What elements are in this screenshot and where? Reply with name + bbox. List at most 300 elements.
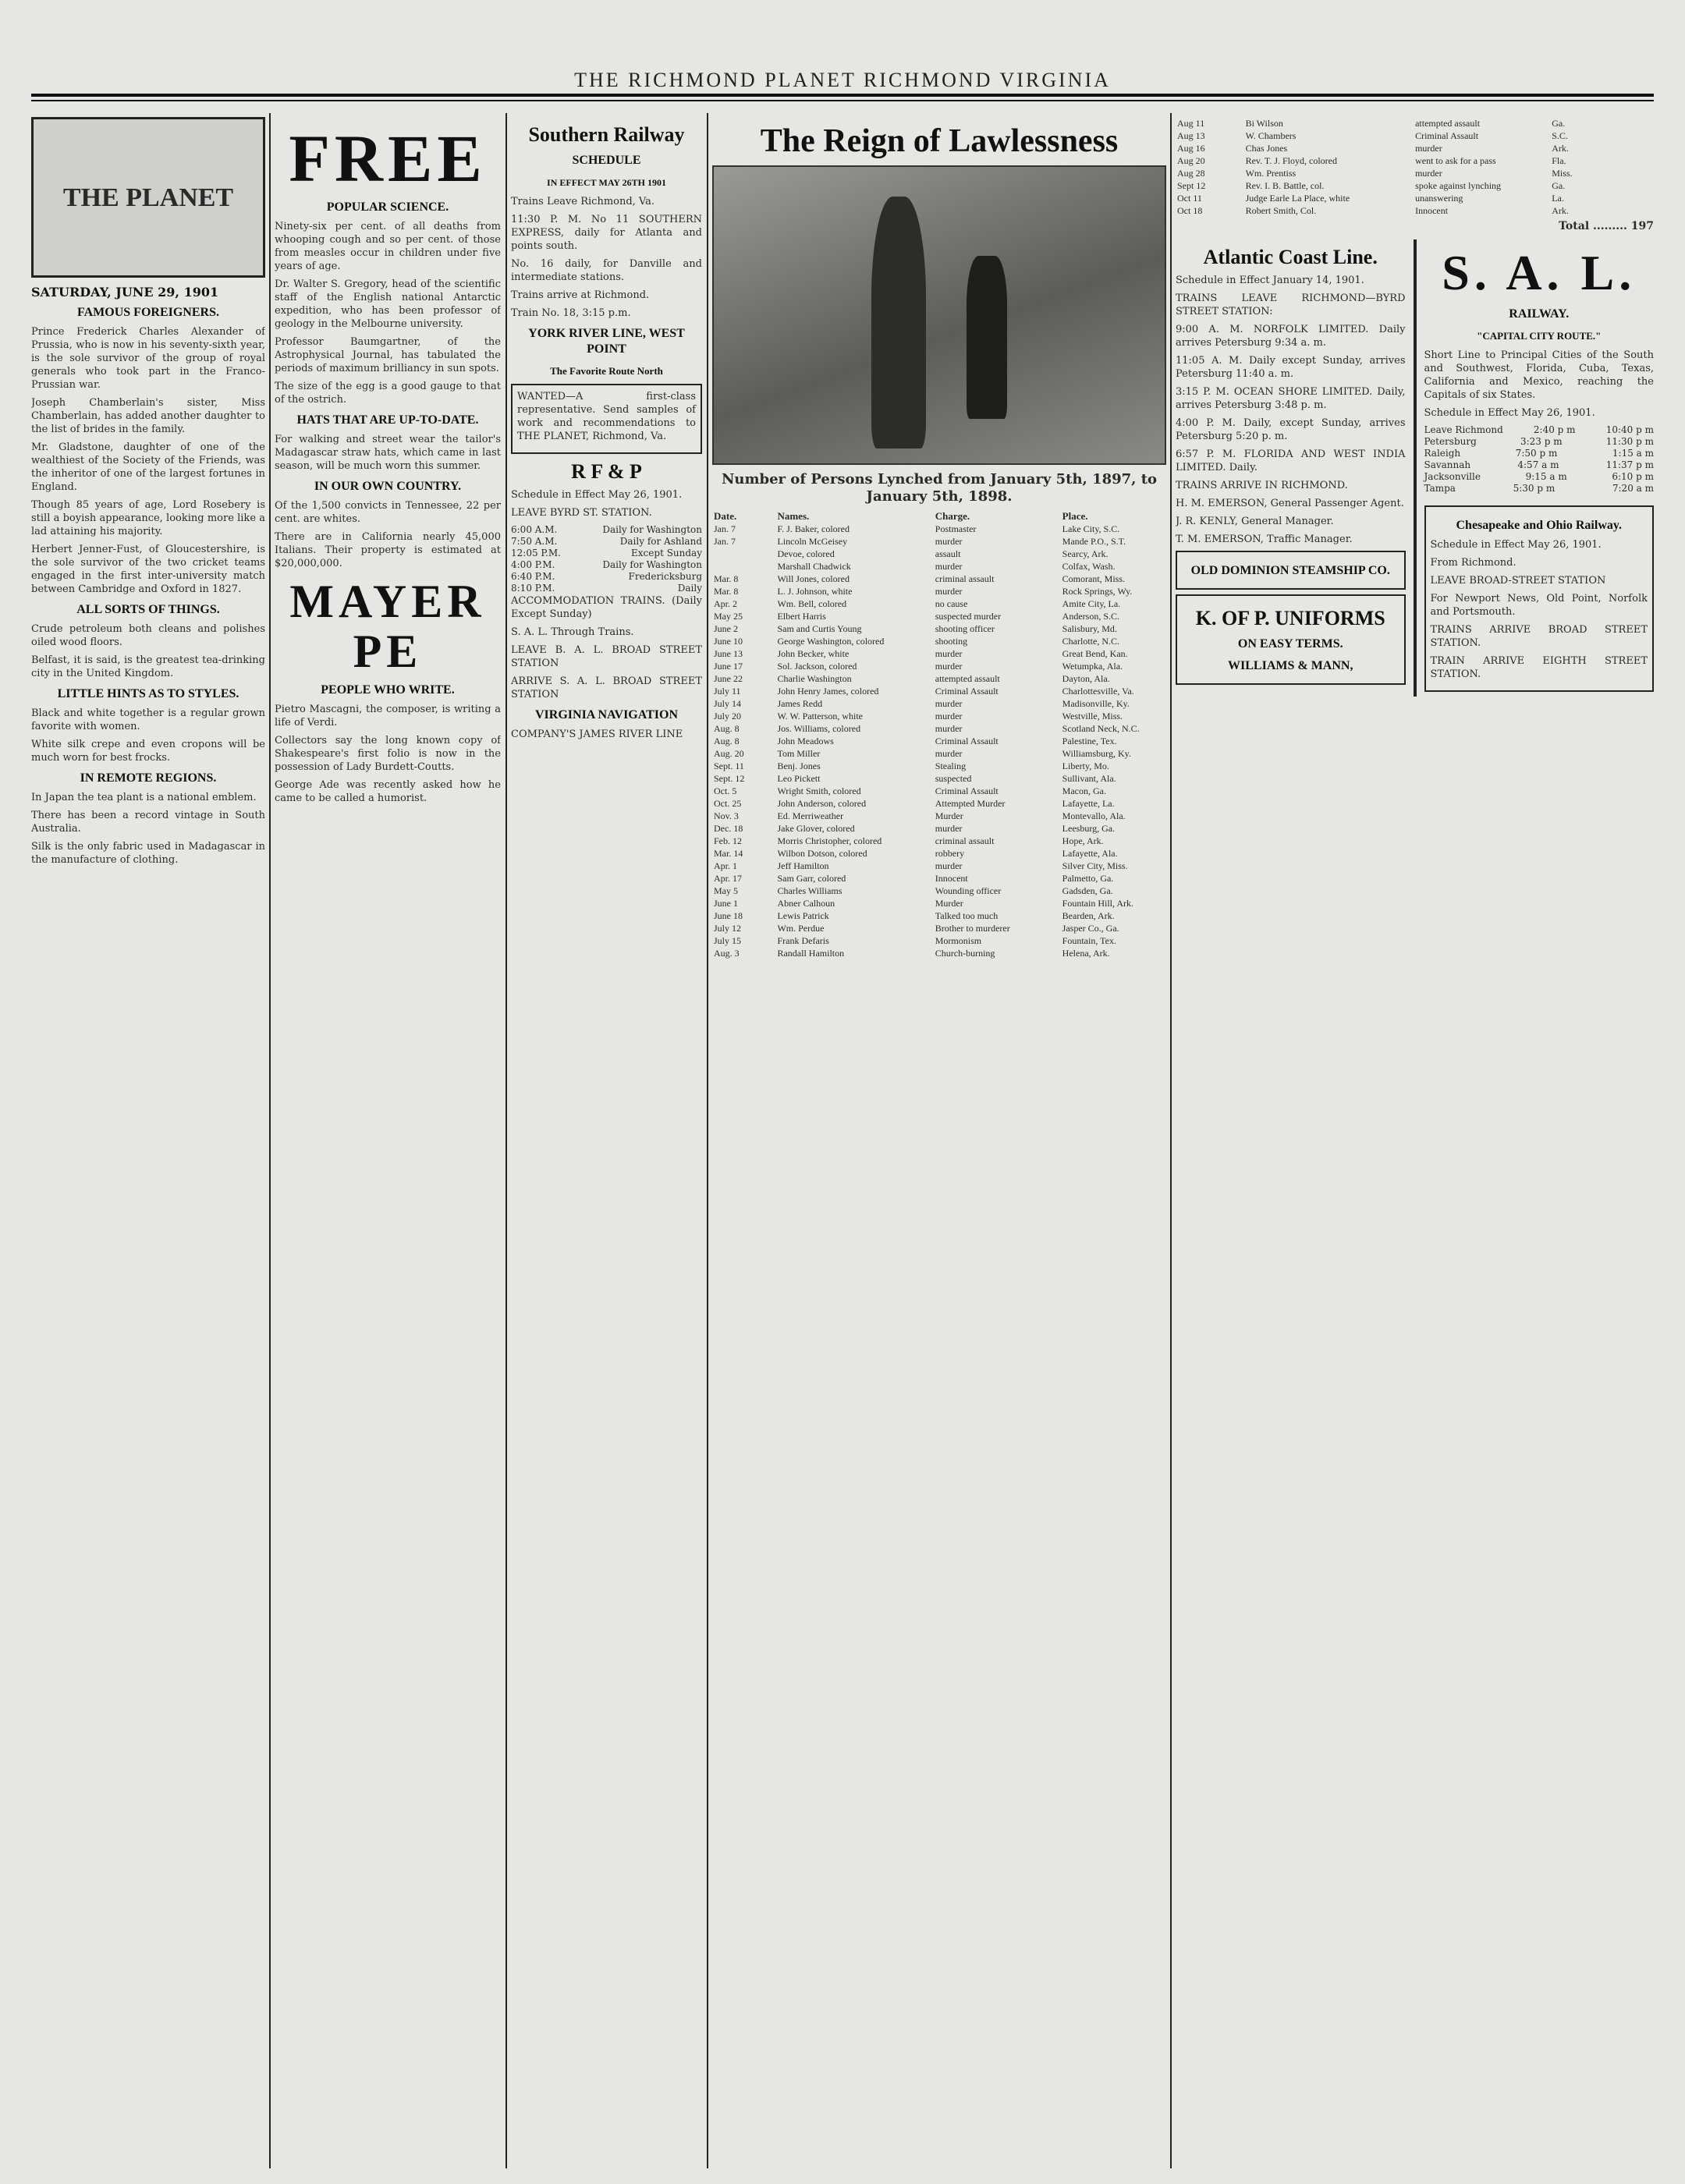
- table-cell: suspected murder: [935, 611, 1002, 622]
- chesapeake-ohio-ad: [1424, 505, 1655, 692]
- table-cell: murder: [935, 661, 963, 672]
- article-text: S. A. L. Through Trains.: [511, 626, 634, 638]
- table-cell: Mar. 14: [714, 848, 743, 859]
- reign-of-lawlessness-head: The Reign of Lawlessness: [760, 123, 1119, 159]
- table-cell: Jan. 7: [714, 523, 736, 534]
- table-cell: July 20: [714, 711, 742, 722]
- table-row: [712, 548, 1166, 560]
- table-cell: Searcy, Ark.: [1062, 548, 1109, 559]
- table-cell: Westville, Miss.: [1062, 711, 1123, 722]
- schedule-head: SCHEDULE: [572, 154, 641, 167]
- table-cell: Miss.: [1552, 168, 1573, 179]
- table-cell: Charlotte, N.C.: [1062, 636, 1119, 647]
- table-cell: Scotland Neck, N.C.: [1062, 723, 1140, 734]
- table-cell: Mar. 8: [714, 586, 739, 597]
- table-row: [712, 760, 1166, 772]
- table-row: [712, 535, 1166, 548]
- table-cell: Tom Miller: [777, 748, 821, 759]
- table-cell: criminal assault: [935, 573, 995, 584]
- table-cell: Silver City, Miss.: [1062, 860, 1128, 871]
- table-row: [712, 573, 1166, 585]
- article-text: Schedule in Effect May 26, 1901.: [511, 489, 683, 501]
- table-cell: Feb. 12: [714, 835, 742, 846]
- article-text: Schedule in Effect May 26, 1901.: [1424, 407, 1595, 419]
- table-cell: Judge Earle La Place, white: [1245, 193, 1350, 204]
- table-cell: Ark.: [1552, 205, 1569, 216]
- table-cell: Palmetto, Ga.: [1062, 873, 1114, 884]
- table-row: [712, 697, 1166, 710]
- article-text: From Richmond.: [1430, 557, 1516, 569]
- kofp-uniforms-ad: [1176, 594, 1406, 685]
- table-cell: Anderson, S.C.: [1062, 611, 1120, 622]
- schedule-cell: 11:37 p m: [1605, 459, 1654, 470]
- table-cell: Rev. T. J. Floyd, colored: [1245, 155, 1337, 166]
- table-cell: Jan. 7: [714, 536, 736, 547]
- headline: ALL SORTS OF THINGS.: [76, 603, 220, 616]
- table-cell: assault: [935, 548, 961, 559]
- table-cell: [712, 560, 775, 573]
- schedule-cell: 5:30 p m: [1513, 483, 1556, 494]
- article-text: No. 16 daily, for Danville and intermediate stations.: [511, 258, 702, 283]
- article-text: Schedule in Effect January 14, 1901.: [1176, 275, 1364, 286]
- table-cell: Oct. 25: [714, 798, 742, 809]
- schedule-cell: 10:40 p m: [1605, 424, 1654, 435]
- table-row: [712, 947, 1166, 959]
- table-cell: Apr. 1: [714, 860, 737, 871]
- virginia-navigation-head: VIRGINIA NAVIGATION: [535, 708, 678, 722]
- table-cell: Sam and Curtis Young: [777, 623, 862, 634]
- table-cell: Sullivant, Ala.: [1062, 773, 1116, 784]
- table-cell: S.C.: [1552, 130, 1568, 141]
- table-cell: Charlie Washington: [777, 673, 852, 684]
- schedule-cell: 3:23 p m: [1520, 436, 1563, 447]
- table-cell: murder: [935, 648, 963, 659]
- table-cell: Colfax, Wash.: [1062, 561, 1116, 572]
- article-text: 6:57 P. M. FLORIDA AND WEST INDIA LIMITED. Daily.: [1176, 448, 1406, 473]
- table-cell: unanswering: [1415, 193, 1463, 204]
- table-cell: Rock Springs, Wy.: [1062, 586, 1133, 597]
- table-cell: Palestine, Tex.: [1062, 736, 1117, 746]
- table-cell: Madisonville, Ky.: [1062, 698, 1130, 709]
- table-cell: Frank Defaris: [777, 935, 829, 946]
- table-cell: murder: [1415, 168, 1442, 179]
- table-cell: Ark.: [1552, 143, 1569, 154]
- article-text: 9:00 A. M. NORFOLK LIMITED. Daily arrives Petersburg 9:34 a. m.: [1176, 324, 1406, 349]
- table-row: [712, 635, 1166, 647]
- table-cell: Aug 16: [1177, 143, 1205, 154]
- table-cell: Apr. 17: [714, 873, 742, 884]
- table-cell: Apr. 2: [714, 598, 737, 609]
- table-cell: July 14: [714, 698, 742, 709]
- table-cell: Lafayette, Ala.: [1062, 848, 1118, 859]
- article-text: Herbert Jenner-Fust, of Gloucestershire, is the sole survivor of the two cricket teams engaged in the first inter-university match between Cambridge and Oxford in 1827.: [31, 544, 265, 595]
- table-cell: attempted assault: [1415, 118, 1481, 129]
- table-row: [712, 597, 1166, 610]
- table-cell: Marshall Chadwick: [777, 561, 851, 572]
- table-cell: George Washington, colored: [777, 636, 885, 647]
- column-divider: [707, 113, 708, 2168]
- table-cell: Salisbury, Md.: [1062, 623, 1117, 634]
- table-cell: Wilbon Dotson, colored: [777, 848, 867, 859]
- table-row: [712, 747, 1166, 760]
- table-cell: Helena, Ark.: [1062, 948, 1110, 959]
- table-cell: Ga.: [1552, 118, 1566, 129]
- table-cell: Comorant, Miss.: [1062, 573, 1126, 584]
- article-text: 4:00 P. M. Daily, except Sunday, arrives Petersburg 5:20 p. m.: [1176, 417, 1406, 442]
- article-text: There has been a record vintage in South Australia.: [31, 810, 265, 835]
- article-text: Train No. 18, 3:15 p.m.: [511, 307, 631, 319]
- table-cell: criminal assault: [935, 835, 995, 846]
- table-cell: Murder: [935, 898, 963, 909]
- schedule-row: 4:00 P.M. Daily for Washington: [511, 559, 702, 570]
- tree-shape: [871, 197, 925, 448]
- table-cell: Church-burning: [935, 948, 995, 959]
- table-cell: John Becker, white: [777, 648, 850, 659]
- table-row: [712, 685, 1166, 697]
- table-row: [1176, 179, 1654, 192]
- article-text: T. M. EMERSON, Traffic Manager.: [1176, 534, 1353, 545]
- table-row: [1176, 129, 1654, 142]
- table-cell: Dec. 18: [714, 823, 743, 834]
- article-text: Schedule in Effect May 26, 1901.: [1430, 539, 1602, 551]
- table-cell: murder: [935, 586, 963, 597]
- old-dominion-ad: [1176, 551, 1406, 590]
- article-text: For walking and street wear the tailor's Madagascar straw hats, which came in last season, will be much worn this summer.: [275, 434, 501, 472]
- article-text: White silk crepe and even cropons will be much worn for best frocks.: [31, 739, 265, 764]
- column-4-lynching-list: [712, 117, 1166, 2168]
- article-text: TRAIN ARRIVE EIGHTH STREET STATION.: [1430, 655, 1648, 680]
- odsc-head: OLD DOMINION STEAMSHIP CO.: [1190, 564, 1390, 577]
- table-cell: Dayton, Ala.: [1062, 673, 1110, 684]
- table-row: [712, 810, 1166, 822]
- table-cell: Sept 12: [1177, 180, 1206, 191]
- article-text: 11:05 A. M. Daily except Sunday, arrives Petersburg 11:40 a. m.: [1176, 355, 1406, 380]
- table-cell: June 2: [714, 623, 738, 634]
- table-cell: Aug. 3: [714, 948, 740, 959]
- table-cell: Liberty, Mo.: [1062, 760, 1109, 771]
- schedule-row: 8:10 P.M. Daily: [511, 583, 702, 594]
- table-cell: John Anderson, colored: [777, 798, 867, 809]
- table-cell: Charlottesville, Va.: [1062, 686, 1134, 697]
- article-text: Crude petroleum both cleans and polishes oiled wood floors.: [31, 623, 265, 648]
- article-text: Collectors say the long known copy of Shakespeare's first folio is now in the possession of Lady Burdett-Coutts.: [275, 735, 501, 773]
- table-cell: Devoe, colored: [777, 548, 835, 559]
- table-cell: James Redd: [777, 698, 823, 709]
- table-cell: L. J. Johnson, white: [777, 586, 853, 597]
- article-text: In Japan the tea plant is a national emblem.: [31, 792, 257, 803]
- kofp-name: WILLIAMS & MANN,: [1228, 659, 1353, 672]
- schedule-row: [1424, 459, 1655, 471]
- table-cell: robbery: [935, 848, 965, 859]
- table-cell: shooting: [935, 636, 968, 647]
- table-cell: Will Jones, colored: [777, 573, 850, 584]
- masthead-title: THE RICHMOND PLANET RICHMOND VIRGINIA: [574, 69, 1111, 91]
- article-text: Mr. Gladstone, daughter of one of the wealthiest of the Society of the Friends, was the inheritor of one of the largest fortunes in England.: [31, 441, 265, 493]
- sal-head: S. A. L.: [1442, 245, 1637, 300]
- table-cell: Fla.: [1552, 155, 1566, 166]
- table-row: [712, 672, 1166, 685]
- table-cell: Criminal Assault: [1415, 130, 1479, 141]
- table-cell: Mande P.O., S.T.: [1062, 536, 1126, 547]
- table-cell: Leo Pickett: [777, 773, 821, 784]
- table-cell: Lake City, S.C.: [1062, 523, 1120, 534]
- table-row: [712, 735, 1166, 747]
- column-divider: [506, 113, 507, 2168]
- table-cell: attempted assault: [935, 673, 1000, 684]
- article-text: J. R. KENLY, General Manager.: [1176, 516, 1334, 527]
- table-cell: Ga.: [1552, 180, 1566, 191]
- inner-divider: [1414, 239, 1417, 697]
- table-caption: Number of Persons Lynched from January 5th, 1897, to January 5th, 1898.: [721, 471, 1158, 505]
- kofp-head: K. OF P. UNIFORMS: [1195, 607, 1385, 629]
- table-cell: Ed. Merriweather: [777, 810, 844, 821]
- table-row: [712, 909, 1166, 922]
- table-cell: Jeff Hamilton: [777, 860, 829, 871]
- schedule-cell: Jacksonville: [1424, 471, 1481, 482]
- table-row: [712, 885, 1166, 897]
- table-cell: shooting officer: [935, 623, 995, 634]
- table-cell: Fountain, Tex.: [1062, 935, 1116, 946]
- table-cell: Aug. 20: [714, 748, 744, 759]
- schedule-row: [1424, 448, 1655, 459]
- schedule-row: [1424, 424, 1655, 436]
- table-cell: Macon, Ga.: [1062, 785, 1106, 796]
- table-cell: murder: [935, 536, 963, 547]
- table-cell: Jake Glover, colored: [777, 823, 855, 834]
- table-cell: murder: [935, 748, 963, 759]
- table-row: [712, 772, 1166, 785]
- table-cell: Mar. 8: [714, 573, 739, 584]
- table-row: [1176, 154, 1654, 167]
- article-text: Ninety-six per cent. of all deaths from whooping cough and so per cent. of those from measles occur in children under five years of age.: [275, 221, 501, 272]
- column-5: [1176, 117, 1654, 2168]
- schedule-cell: 7:20 a m: [1612, 483, 1654, 494]
- table-cell: murder: [1415, 143, 1442, 154]
- table-cell: July 12: [714, 923, 742, 934]
- schedule-cell: Tampa: [1424, 483, 1456, 494]
- schedule-cell: 2:40 p m: [1533, 424, 1576, 435]
- article-text: COMPANY'S JAMES RIVER LINE: [511, 729, 683, 740]
- sal-sub: RAILWAY.: [1509, 307, 1570, 321]
- table-cell: Lewis Patrick: [777, 910, 829, 921]
- table-row: [712, 934, 1166, 947]
- table-row: [712, 785, 1166, 797]
- table-row: [712, 622, 1166, 635]
- article-text: Joseph Chamberlain's sister, Miss Chamberlain, has added another daughter to the list of brides in the family.: [31, 397, 265, 435]
- table-cell: Jos. Williams, colored: [777, 723, 861, 734]
- table-cell: murder: [935, 561, 963, 572]
- table-cell: murder: [935, 860, 963, 871]
- headline-free: FREE: [289, 121, 487, 196]
- article-text: Prince Frederick Charles Alexander of Prussia, who is now in his seventy-sixth year, is the sole survivor of the group of royal generals who took part in the Franco-Prussian war.: [31, 326, 265, 391]
- column-divider: [1170, 113, 1172, 2168]
- table-cell: May 5: [714, 885, 738, 896]
- headline: IN REMOTE REGIONS.: [80, 771, 217, 785]
- table-cell: murder: [935, 723, 963, 734]
- rfp-schedule: [511, 524, 702, 594]
- article-text: There are in California nearly 45,000 Italians. Their property is estimated at $20,000,000.: [275, 531, 501, 569]
- table-cell: murder: [935, 698, 963, 709]
- table-cell: Leesburg, Ga.: [1062, 823, 1116, 834]
- headline: HATS THAT ARE UP-TO-DATE.: [296, 413, 479, 427]
- table-cell: Great Bend, Kan.: [1062, 648, 1128, 659]
- schedule-cell: 11:30 p m: [1605, 436, 1654, 447]
- table-cell: Sept. 11: [714, 760, 744, 771]
- schedule-row: [1424, 471, 1655, 483]
- lynching-illustration: [712, 165, 1166, 465]
- article-text: Black and white together is a regular grown favorite with women.: [31, 707, 265, 732]
- table-cell: Rev. I. B. Battle, col.: [1245, 180, 1325, 191]
- schedule-row: 6:40 P.M. Fredericksburg: [511, 571, 702, 582]
- york-river-head: YORK RIVER LINE, WEST POINT: [528, 327, 685, 356]
- table-cell: Randall Hamilton: [777, 948, 845, 959]
- table-cell: murder: [935, 711, 963, 722]
- schedule-cell: 7:50 p m: [1515, 448, 1558, 459]
- table-cell: June 1: [714, 898, 738, 909]
- column-3: [511, 117, 702, 2168]
- article-text: Short Line to Principal Cities of the South and Southwest, Florida, Cuba, Texas, California and Mexico, reaching the Capitals of six States.: [1424, 349, 1654, 401]
- table-row: [712, 860, 1166, 872]
- article-text: Though 85 years of age, Lord Rosebery is still a boyish appearance, looking more like a lad attaining his majority.: [31, 499, 265, 537]
- table-cell: Wm. Prentiss: [1245, 168, 1297, 179]
- article-text: TRAINS ARRIVE IN RICHMOND.: [1176, 480, 1348, 491]
- column-2: [275, 117, 501, 2168]
- table-cell: Jasper Co., Ga.: [1062, 923, 1119, 934]
- table-row: [712, 647, 1166, 660]
- lynching-table-continued: [1176, 117, 1654, 217]
- article-text: Pietro Mascagni, the composer, is writing a life of Verdi.: [275, 704, 501, 729]
- headline: PEOPLE WHO WRITE.: [321, 683, 455, 697]
- column-1: [31, 117, 265, 2168]
- masthead-rule-top: [31, 94, 1654, 97]
- table-cell: Innocent: [1415, 205, 1449, 216]
- table-cell: Elbert Harris: [777, 611, 826, 622]
- table-cell: Criminal Assault: [935, 785, 999, 796]
- table-cell: July 15: [714, 935, 742, 946]
- table-cell: Williamsburg, Ky.: [1062, 748, 1131, 759]
- table-cell: Wounding officer: [935, 885, 1002, 896]
- table-cell: July 11: [714, 686, 741, 697]
- table-cell: Oct 18: [1177, 205, 1203, 216]
- article-text: Of the 1,500 convicts in Tennessee, 22 per cent. are whites.: [275, 500, 501, 525]
- table-cell: Aug 20: [1177, 155, 1205, 166]
- column-divider: [269, 113, 271, 2168]
- table-cell: John Henry James, colored: [777, 686, 879, 697]
- table-cell: Sol. Jackson, colored: [777, 661, 857, 672]
- masthead-rule-bottom: [31, 100, 1654, 101]
- table-cell: Morris Christopher, colored: [777, 835, 882, 846]
- article-text: The size of the egg is a good gauge to that of the ostrich.: [275, 381, 501, 406]
- sal-railway-ad: [1424, 239, 1655, 697]
- table-row: [712, 922, 1166, 934]
- schedule-cell: Leave Richmond: [1424, 424, 1503, 435]
- table-row: [1176, 142, 1654, 154]
- schedule-cell: 6:10 p m: [1612, 471, 1654, 482]
- article-text: George Ade was recently asked how he came to be called a humorist.: [275, 779, 501, 804]
- table-cell: Wright Smith, colored: [777, 785, 861, 796]
- table-row: [712, 660, 1166, 672]
- table-cell: Abner Calhoun: [777, 898, 835, 909]
- table-row: [712, 847, 1166, 860]
- headline: FAMOUS FOREIGNERS.: [77, 306, 219, 319]
- sal-tag: "CAPITAL CITY ROUTE.": [1477, 330, 1602, 342]
- table-row: [1176, 167, 1654, 179]
- table-cell: Criminal Assault: [935, 686, 999, 697]
- article-text: Trains arrive at Richmond.: [511, 289, 650, 301]
- table-cell: Benj. Jones: [777, 760, 821, 771]
- table-cell: murder: [935, 823, 963, 834]
- table-cell: Oct 11: [1177, 193, 1202, 204]
- co-head: Chesapeake and Ohio Railway.: [1456, 519, 1622, 532]
- table-cell: Chas Jones: [1245, 143, 1288, 154]
- article-text: For Newport News, Old Point, Norfolk and Portsmouth.: [1430, 593, 1648, 618]
- article-text: Dr. Walter S. Gregory, head of the scientific staff of the English national Antarctic expedition, who has been professor of geology in the Melbourne university.: [275, 278, 501, 330]
- kofp-sub: ON EASY TERMS.: [1237, 637, 1343, 651]
- table-cell: Innocent: [935, 873, 968, 884]
- table-cell: Oct. 5: [714, 785, 737, 796]
- acl-head: Atlantic Coast Line.: [1203, 246, 1378, 268]
- table-cell: May 25: [714, 611, 743, 622]
- table-cell: June 17: [714, 661, 743, 672]
- sal-schedule: [1424, 424, 1655, 495]
- table-cell: no cause: [935, 598, 968, 609]
- table-cell: Charles Williams: [777, 885, 842, 896]
- table-cell: Murder: [935, 810, 963, 821]
- table-row: [712, 835, 1166, 847]
- table-header-row: Date. Names. Charge. Place.: [714, 510, 1088, 522]
- article-text: ACCOMMODATION TRAINS. (Daily Except Sunday): [511, 595, 702, 620]
- table-cell: La.: [1552, 193, 1564, 204]
- lynching-table: [712, 510, 1166, 959]
- table-row: [712, 722, 1166, 735]
- table-cell: Aug. 8: [714, 723, 740, 734]
- atlantic-coast-line-ad: [1176, 239, 1406, 697]
- article-text: 11:30 P. M. No 11 SOUTHERN EXPRESS, daily for Atlanta and points south.: [511, 214, 702, 252]
- table-row: [712, 872, 1166, 885]
- table-cell: Robert Smith, Col.: [1245, 205, 1317, 216]
- table-cell: June 22: [714, 673, 743, 684]
- table-row: [712, 710, 1166, 722]
- table-cell: Gadsden, Ga.: [1062, 885, 1113, 896]
- table-row: [712, 610, 1166, 622]
- planet-logo: [31, 117, 265, 278]
- table-cell: Fountain Hill, Ark.: [1062, 898, 1134, 909]
- table-cell: Sept. 12: [714, 773, 745, 784]
- table-row: [1176, 204, 1654, 217]
- table-cell: Stealing: [935, 760, 967, 771]
- table-row: [1176, 192, 1654, 204]
- table-cell: spoke against lynching: [1415, 180, 1502, 191]
- table-cell: F. J. Baker, colored: [777, 523, 850, 534]
- table-cell: [712, 548, 775, 560]
- schedule-cell: 1:15 a m: [1612, 448, 1654, 459]
- table-cell: Talked too much: [935, 910, 999, 921]
- article-text: LEAVE B. A. L. BROAD STREET STATION: [511, 644, 702, 669]
- article-text: H. M. EMERSON, General Passenger Agent.: [1176, 498, 1404, 509]
- table-cell: Aug 11: [1177, 118, 1205, 129]
- lynching-total: Total ......... 197: [1559, 220, 1654, 232]
- table-row: [1176, 117, 1654, 129]
- table-cell: Montevallo, Ala.: [1062, 810, 1126, 821]
- schedule-cell: Petersburg: [1424, 436, 1477, 447]
- table-cell: Aug. 8: [714, 736, 740, 746]
- table-cell: Wetumpka, Ala.: [1062, 661, 1123, 672]
- table-row: [712, 797, 1166, 810]
- table-cell: Nov. 3: [714, 810, 739, 821]
- table-row: [712, 560, 1166, 573]
- table-cell: Lafayette, La.: [1062, 798, 1115, 809]
- table-cell: Aug 28: [1177, 168, 1205, 179]
